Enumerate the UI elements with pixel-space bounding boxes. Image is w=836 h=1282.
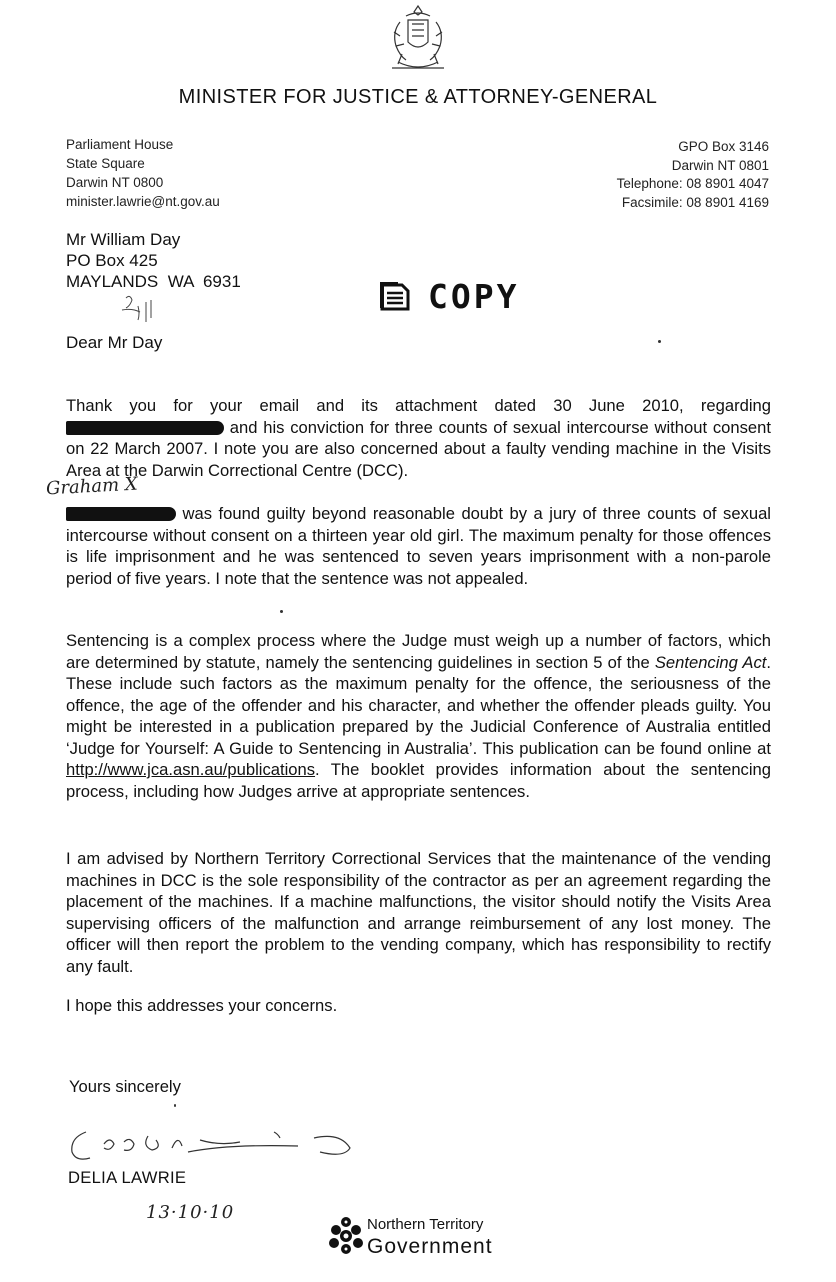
handwritten-signature	[64, 1118, 364, 1174]
recipient-address	[66, 229, 241, 292]
paragraph-1-text-b: and his conviction for three counts of sexual intercourse without consent on 22 March 2007. I note you are also concerned about a faulty vending machine in the Visits Area at the Darwin Correctional Centre (DCC).	[66, 417, 771, 480]
address-right-line: Darwin NT 0801	[671, 157, 769, 173]
redaction-mark	[66, 507, 176, 521]
sentencing-act-title: Sentencing Act	[654, 652, 767, 672]
redaction-mark	[66, 421, 224, 435]
copy-stamp	[378, 276, 519, 316]
minister-email: minister.lawrie@nt.gov.au	[66, 194, 220, 209]
handwritten-date: 13·10·10	[146, 1202, 235, 1223]
scan-speck	[280, 610, 283, 613]
copy-stamp-text: COPY	[428, 276, 520, 316]
address-right-line: GPO Box 3146	[678, 139, 769, 154]
recipient-line: Mr William Day	[66, 230, 181, 249]
telephone-line: Telephone: 08 8901 4047	[616, 176, 769, 191]
address-right	[617, 138, 769, 212]
copy-stamp-icon	[378, 279, 412, 313]
scan-speck	[658, 340, 661, 343]
handwritten-name-note: Graham X	[45, 473, 139, 500]
address-left-line: Parliament House	[66, 137, 174, 152]
address-left	[66, 135, 220, 211]
minister-title: MINISTER FOR JUSTICE & ATTORNEY-GENERAL	[178, 86, 658, 108]
paragraph-2	[66, 503, 771, 589]
handwritten-initials	[118, 292, 160, 332]
facsimile-line: Facsimile: 08 8901 4169	[621, 194, 769, 210]
publications-link[interactable]: http://www.jca.asn.au/publications	[66, 760, 316, 779]
salutation: Dear Mr Day	[66, 333, 163, 352]
recipient-line: MAYLANDS WA 6931	[66, 272, 241, 291]
paragraph-3-text-a: Sentencing is a complex process where the Judge must weigh up a number of factors, which are determined by statute, namely the sentencing guidelines in section 5 of the	[66, 631, 771, 672]
nt-government-line2: Government	[367, 1235, 493, 1258]
paragraph-1	[66, 395, 771, 481]
coat-of-arms-icon	[378, 2, 458, 78]
nt-floral-emblem-icon	[326, 1214, 366, 1258]
paragraph-2-text: was found guilty beyond reasonable doubt by a jury of three counts of sexual intercourse without consent on a thirteen year old girl. The maximum penalty for those offences is life imprisonment and he was sentenced to seven years imprisonment with a non-parole period of five years. I note that the sentence was not appealed.	[66, 504, 771, 588]
paragraph-4: I am advised by Northern Territory Correctional Services that the maintenance of the vending machines in DCC is the sole responsibility of the contractor as per an agreement regarding the placement of the machines. If a machine malfunctions, the visitor should notify the Visits Area supervising officers of the malfunction and arrange reimbursement of any lost money. The officer will then report the problem to the vending company, which has responsibility to rectify any fault.	[66, 849, 771, 976]
address-left-line: Darwin NT 0800	[66, 175, 164, 190]
paragraph-3	[66, 630, 771, 802]
paragraph-1-text-a: Thank you for your email and its attachment dated 30 June 2010, regarding	[66, 396, 771, 415]
address-left-line: State Square	[66, 156, 145, 171]
recipient-line: PO Box 425	[66, 251, 158, 270]
paragraph-5: I hope this addresses your concerns.	[66, 996, 338, 1015]
closing: Yours sincerely	[69, 1077, 181, 1096]
signatory-name: DELIA LAWRIE	[68, 1168, 187, 1187]
nt-government-line1: Northern Territory	[367, 1216, 484, 1233]
paragraph-3-text-b: . These include such factors as the maximum penalty for the offence, the seriousness of the offence, the age of the offender and his character, and whether the offender pleads guilty. You might be interested in a publication prepared by the Judicial Conference of Australia entitled ‘Judge for Yourself: A Guide to Sentencing in Australia’. This publication can be found online at	[66, 652, 771, 758]
paragraph-3-text-c: . The booklet provides information about the sentencing process, including how Judges arrive at appropriate sentences.	[66, 760, 771, 801]
scan-speck	[174, 1104, 176, 1107]
